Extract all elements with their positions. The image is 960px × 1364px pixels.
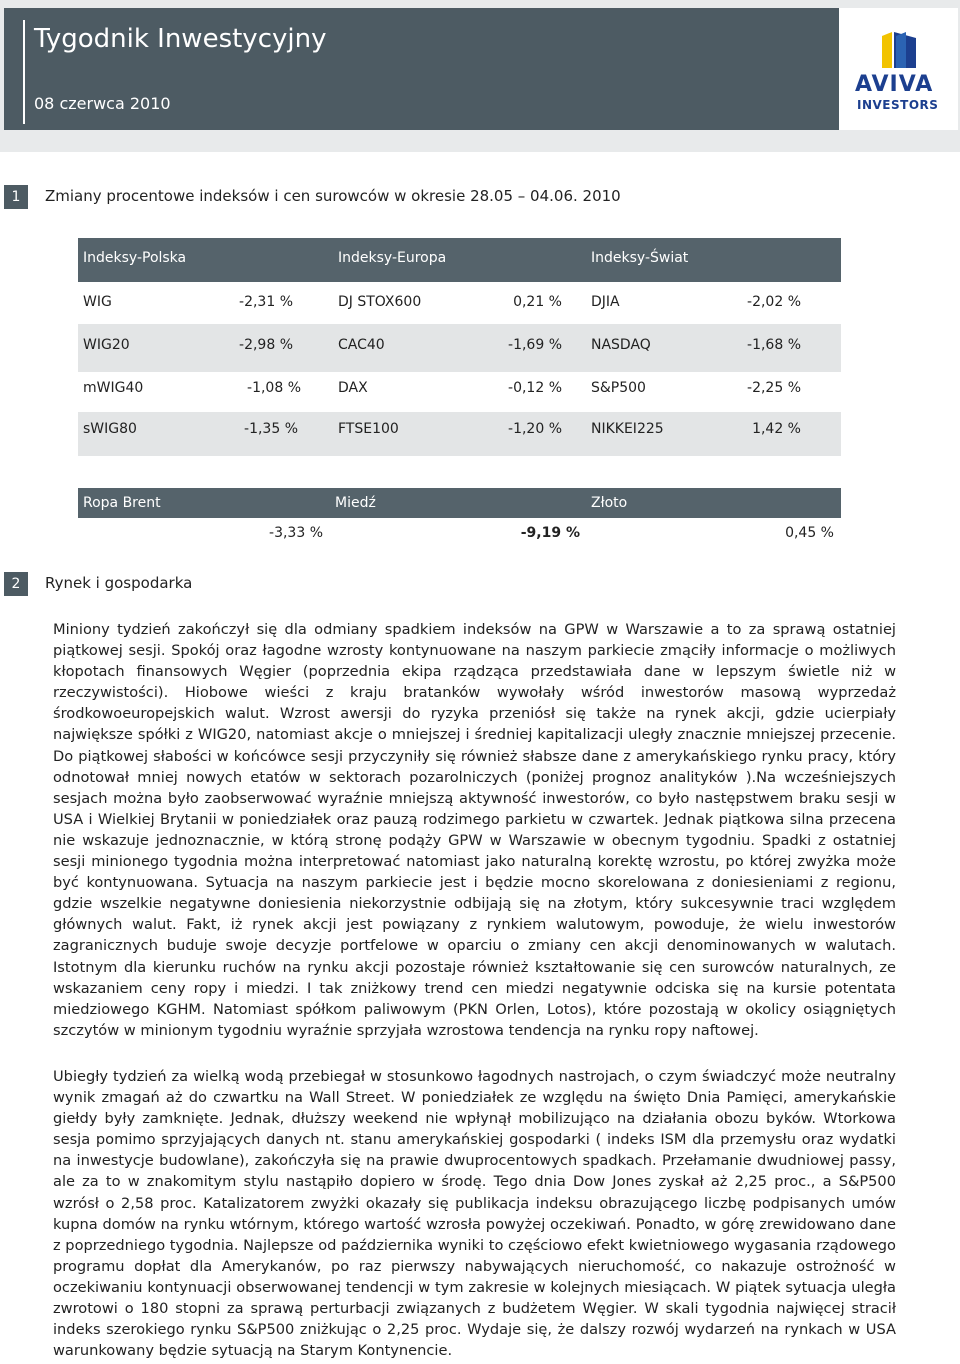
article-paragraph: Ubiegły tydzień za wielką wodą przebiegał w stosunkowo łagodnych nastrojach, o czym świadczyć może neutralny wynik zmagań aż do czwartku na Wall Street. W poniedziałek ze względu na święto Dnia Pamięci, amerykańskie giełdy były zamknięte. Jednak, dłuższy weekend nie wpłynął mobilizująco na działania obozu byków. Wtorkowa sesja pomimo sprzyjających danych nt. stanu amerykańskiej gospodarki ( indeks ISM dla przemysłu oraz wydatki na inwestycje budowlane), zakończyła się na prawie dwuprocentowych spadkach. Przełamanie dwudniowej passy, ale za to w znakomitym stylu nastąpiło dopiero w środę. Tego dnia Dow Jones zyskał aż 2,25 proc., a S&P500 wzrósł o 2,58 proc. Katalizatorem zwyżki okazały się publikacja indeksu obrazującego liczbę podpisanych umów kupna domów na rynku wtórnym, którego wartość wzrosła powyżej oczekiwań. Ponadto, w górę zrewidowano dane z poprzedniego tygodnia. Najlepsze od października wyniki to częściowo efekt kwietniowego wygasania rządowego programu dopłat dla Amerykanów, po raz pierwszy nabywających nieruchomość, co nakazuje ostrożność w oczekiwaniu kontynuacji obserwowanej tendencji w tym zakresie w kolejnych miesiącach. W piątek sytuacja uległa zwrotowi o 180 stopni za sprawą perturbacji związanych z budżetem Węgier. W skali tygodnia najwięcej stracił indeks szerokiego rynku S&P500 zniżkując o 2,25 proc. Wydaje się, że dalszy rozwój wydarzeń na rynkach w USA warunkowany będzie sytuacją na Starym Kontynencie. [53, 1068, 896, 1360]
table-row [78, 518, 841, 548]
brent-change: -3,33 % [269, 525, 323, 541]
commodities-table [78, 488, 841, 548]
index-name: FTSE100 [338, 421, 399, 437]
index-change: -2,02 % [747, 294, 801, 310]
aviva-investors-logo [839, 8, 958, 130]
index-change: -2,25 % [747, 380, 801, 396]
header-europe: Indeksy-Europa [338, 250, 447, 266]
index-change: -1,69 % [508, 337, 562, 353]
table-row [78, 282, 841, 324]
index-name: DAX [338, 380, 368, 396]
page-header [4, 8, 958, 130]
index-name: DJIA [591, 294, 620, 310]
index-change: 0,21 % [513, 294, 562, 310]
table-row [78, 372, 841, 412]
index-name: NASDAQ [591, 337, 651, 353]
section-number: 2 [4, 572, 28, 596]
index-name: DJ STOX600 [338, 294, 422, 310]
index-name: WIG [83, 294, 112, 310]
issue-date: 08 czerwca 2010 [34, 94, 171, 113]
header-copper: Miedź [335, 495, 376, 511]
section-title: Zmiany procentowe indeksów i cen surowców w okresie 28.05 – 04.06. 2010 [45, 187, 621, 205]
section-title: Rynek i gospodarka [45, 574, 193, 592]
header-divider [23, 20, 25, 124]
logo-wordmark: AVIVA [855, 72, 934, 97]
header-gold: Złoto [591, 495, 628, 511]
section-number: 1 [4, 185, 28, 209]
index-name: WIG20 [83, 337, 130, 353]
article-paragraph: Miniony tydzień zakończył się dla odmiany spadkiem indeksów na GPW w Warszawie a to za sprawą ostatniej piątkowej sesji. Spokój oraz łagodne wzrosty kontynuowane na naszym parkiecie zmąciły informacje o możliwych kłopotach finansowych Węgier (poprzednia ekipa rządząca przedstawiała dane w lepszym świetle niż w rzeczywistości). Hiobowe wieści z kraju bratanków wywołały wśród inwestorów masową wyprzedaż środkowoeuropejskich walut. Wzrost awersji do ryzyka przeniósł się także na rynek akcji, gdzie ucierpiały największe spółki z WIG20, natomiast akcje o mniejszej i średniej kapitalizacji uległy znacznie mniejszej przecenie. Do piątkowej słabości w końcówce sesji przyczyniły się również słabsze dane z amerykańskiego rynku pracy, który odnotował mniej nowych etatów w sektorach pozarolniczych (poniżej prognoz analityków ).Na wcześniejszych sesjach można było zaobserwować wyraźnie mniejszą aktywność inwestorów, co było następstwem braku sesji w USA i Wielkiej Brytanii w poniedziałek oraz pauzą rodzimego parkietu w czwartek. Jednak piątkowa silna przecena nie wskazuje jednoznacznie, w którą stronę podąży GPW w Warszawie w obecnym tygodniu. Spadki z ostatniej sesji minionego tygodnia można interpretować natomiast jako naturalną korektę wzrostu, po której zwyżka może być kontynuowana. Sytuacja na naszym parkiecie jest i będzie mocno skorelowana z doniesieniami z regionu, gdzie wszelkie negatywne doniesienia niekorzystnie odbijają się na złotym, który sukcesywnie traci względem głównych walut. Fakt, iż rynek akcji jest powiązany z rynkiem walutowym, powoduje, że wielu inwestorów zagranicznych buduje swoje decyzje portfelowe w oparciu o zmiany cen akcji denominowanych w walutach. Istotnym dla kierunku ruchów na rynku akcji pozostaje również kształtowanie się cen surowców naturalnych, ze wskazaniem ceny ropy i miedzi. I tak zniżkowy trend cen miedzi negatywnie odciska się na kursie potentata miedziowego KGHM. Natomiast spółkom paliwowym (PKN Orlen, Lotos), które pozostają w okolicy osiągniętych szczytów w minionym tygodniu wyraźnie sprzyjała wzrostowa tendencja na rynku ropy naftowej. [53, 621, 896, 1039]
table-header [78, 488, 841, 518]
index-change: -1,68 % [747, 337, 801, 353]
gold-change: 0,45 % [785, 525, 834, 541]
flag-icon [882, 32, 916, 68]
index-change: -2,31 % [239, 294, 293, 310]
table-header [78, 238, 841, 282]
index-change: -0,12 % [508, 380, 562, 396]
header-poland: Indeksy-Polska [83, 250, 187, 266]
index-change: 1,42 % [752, 421, 801, 437]
index-name: S&P500 [591, 380, 646, 396]
index-name: mWIG40 [83, 380, 144, 396]
index-change: -1,35 % [244, 421, 298, 437]
index-change: -2,98 % [239, 337, 293, 353]
newsletter-title: Tygodnik Inwestycyjny [34, 24, 327, 54]
header-world: Indeksy-Świat [591, 250, 689, 266]
table-row [78, 324, 841, 372]
index-change: -1,20 % [508, 421, 562, 437]
indices-table [78, 238, 841, 456]
logo-subtitle: INVESTORS [857, 98, 939, 112]
index-change: -1,08 % [247, 380, 301, 396]
header-brent: Ropa Brent [83, 495, 161, 511]
index-name: NIKKEI225 [591, 421, 664, 437]
index-name: sWIG80 [83, 421, 137, 437]
index-name: CAC40 [338, 337, 385, 353]
table-row [78, 412, 841, 456]
copper-change: -9,19 % [520, 525, 580, 541]
